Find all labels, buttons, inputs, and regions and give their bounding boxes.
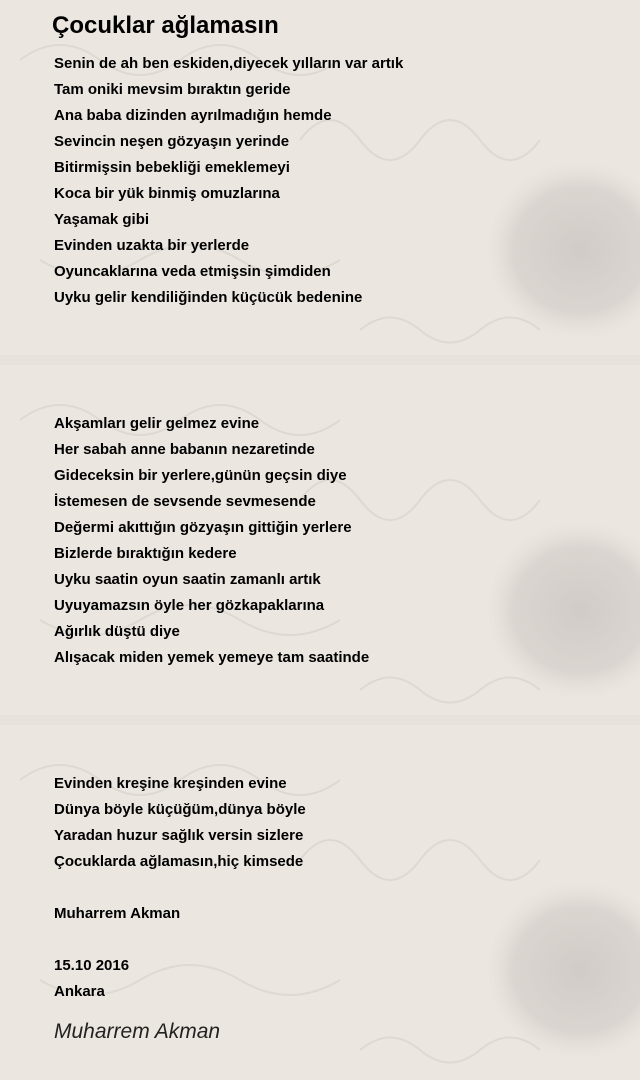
poem-line: Ağırlık düştü diye [54, 623, 180, 640]
poem-line: Evinden kreşine kreşinden evine [54, 775, 287, 792]
ink-blot-decoration [485, 160, 640, 1060]
poem-line: Oyuncaklarına veda etmişsin şimdiden [54, 263, 331, 280]
poem-line: Evinden uzakta bir yerlerde [54, 237, 250, 254]
poem-line: Değermi akıttığın gözyaşın gittiğin yerlere [54, 519, 352, 536]
poem-line: Bitirmişsin bebekliği emeklemeyi [54, 159, 290, 176]
poem-line: Yaşamak gibi [54, 211, 150, 228]
poem-line: Gideceksin bir yerlere,günün geçsin diye [54, 467, 347, 484]
poem-line: Uyku gelir kendiliğinden küçücük bedenine [54, 289, 363, 306]
poem-line: Bizlerde bıraktığın kedere [54, 545, 237, 562]
poem-line: İstemesen de sevsende sevmesende [54, 493, 316, 510]
blank-line [54, 927, 306, 953]
poem-location: Ankara [54, 983, 105, 1000]
poem-line: Tam oniki mevsim bıraktın geride [54, 81, 291, 98]
poem-line: Uyku saatin oyun saatin zamanlı artık [54, 571, 321, 588]
poem-line: Uyuyamazsın öyle her gözkapaklarına [54, 597, 325, 614]
poem-line: Koca bir yük binmiş omuzlarına [54, 185, 280, 202]
poem-line: Senin de ah ben eskiden,diyecek yılların var artık [54, 55, 404, 72]
poem-line: Çocuklarda ağlamasın,hiç kimsede [54, 853, 304, 870]
blank-line [54, 875, 306, 901]
poem-date: 15.10 2016 [54, 957, 130, 974]
poem-line: Sevincin neşen gözyaşın yerinde [54, 133, 290, 150]
author-name: Muharrem Akman [54, 905, 181, 922]
poem-line: Yaradan huzur sağlık versin sizlere [54, 827, 304, 844]
poem-line: Akşamları gelir gelmez evine [54, 415, 260, 432]
poem-title: Çocuklar ağlamasın [52, 12, 279, 39]
stanza-3 [54, 771, 306, 1005]
author-signature: Muharrem Akman [54, 1020, 221, 1043]
poem-line: Dünya böyle küçüğüm,dünya böyle [54, 801, 306, 818]
poem-line: Her sabah anne babanın nezaretinde [54, 441, 315, 458]
stanza-2 [54, 411, 369, 671]
poem-line: Ana baba dizinden ayrılmadığın hemde [54, 107, 332, 124]
stanza-1 [54, 51, 403, 311]
poem-line: Alışacak miden yemek yemeye tam saatinde [54, 649, 370, 666]
